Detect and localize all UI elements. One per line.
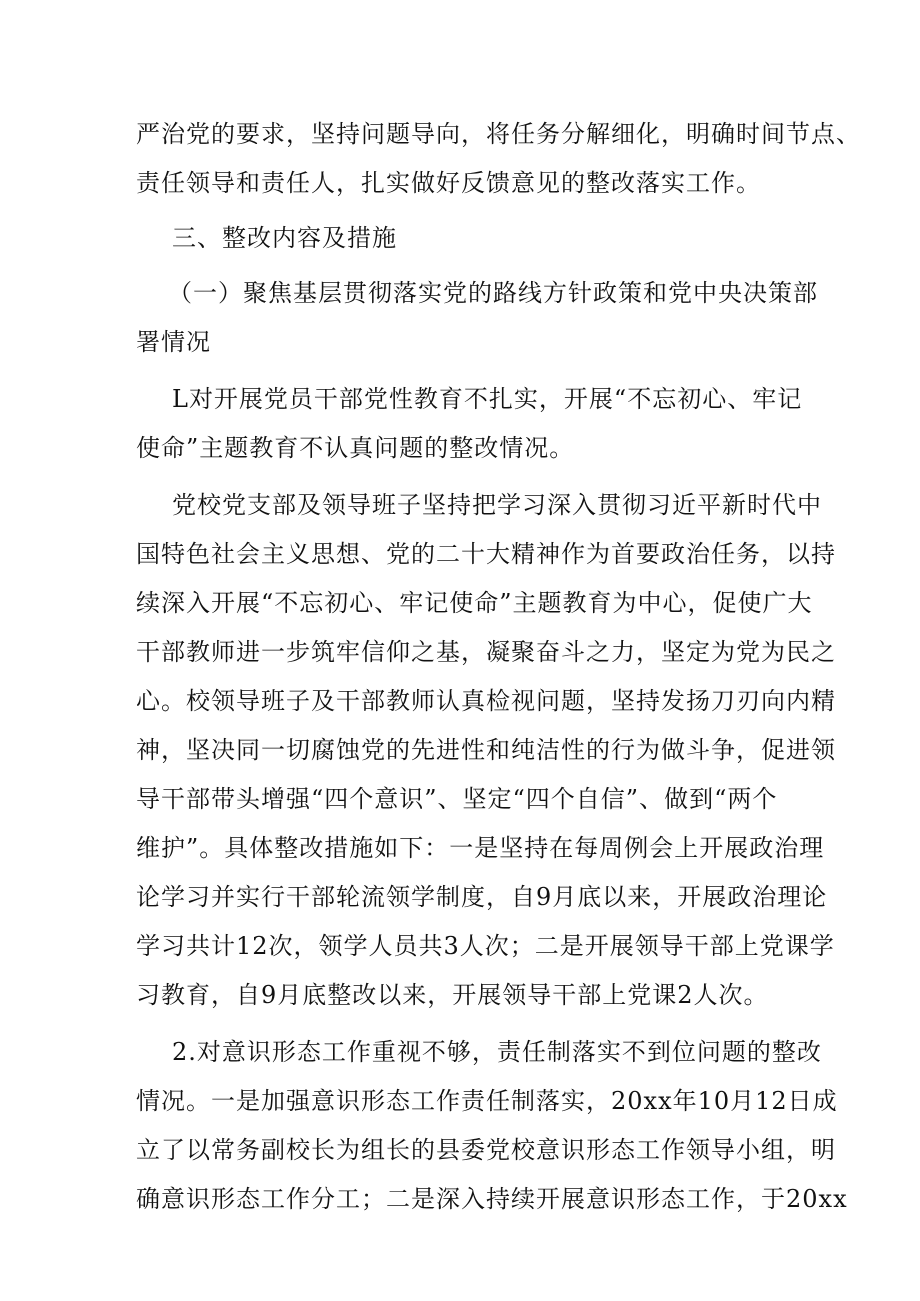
- paragraph-line-9: 论学习并实行干部轮流领学制度，自9月底以来，开展政治理论: [136, 883, 828, 911]
- item-2-line-2: 情况。一是加强意识形态工作责任制落实，20xx年10月12日成: [136, 1087, 838, 1115]
- item-2-line-4: 确意识形态工作分工；二是深入持续开展意识形态工作，于20xx: [136, 1185, 848, 1213]
- paragraph-line-8: 维护”。具体整改措施如下：一是坚持在每周例会上开展政治理: [136, 834, 825, 862]
- item-1-heading-line-1: L对开展党员干部党性教育不扎实，开展“不忘初心、牢记: [172, 385, 803, 413]
- document-body: [136, 110, 861, 1224]
- paragraph-line-11: 习教育，自9月底整改以来，开展领导干部上党课2人次。: [136, 981, 769, 1009]
- text-line-1: 严治党的要求，坚持问题导向，将任务分解细化，明确时间节点、: [136, 120, 861, 148]
- paragraph-line-3: 续深入开展“不忘初心、牢记使命”主题教育为中心，促使广大: [136, 589, 813, 617]
- item-1-heading-line-2: 使命”主题教育不认真问题的整改情况。: [136, 434, 575, 462]
- paragraph-line-2: 国特色社会主义思想、党的二十大精神作为首要政治任务，以持: [136, 540, 836, 568]
- item-2-line-1: 2.对意识形态工作重视不够，责任制落实不到位问题的整改: [172, 1038, 822, 1066]
- paragraph-line-5: 心。校领导班子及干部教师认真检视问题，坚持发扬刀刃向内精: [136, 687, 836, 715]
- subsection-heading-line-1: （一）聚焦基层贯彻落实党的路线方针政策和党中央决策部: [168, 279, 818, 307]
- text-line-2: 责任领导和责任人，扎实做好反馈意见的整改落实工作。: [136, 169, 761, 197]
- section-heading: 三、整改内容及措施: [172, 224, 397, 252]
- subsection-heading-line-2: 署情况: [136, 328, 211, 356]
- item-2-line-3: 立了以常务副校长为组长的县委党校意识形态工作领导小组，明: [136, 1136, 836, 1164]
- paragraph-line-7: 导干部带头增强“四个意识”、坚定“四个自信”、做到“两个: [136, 785, 778, 813]
- paragraph-line-4: 干部教师进一步筑牢信仰之基，凝聚奋斗之力，坚定为党为民之: [136, 638, 836, 666]
- paragraph-line-10: 学习共计12次，领学人员共3人次；二是开展领导干部上党课学: [136, 932, 835, 960]
- paragraph-line-6: 神，坚决同一切腐蚀党的先进性和纯洁性的行为做斗争，促进领: [136, 736, 836, 764]
- paragraph-line-1: 党校党支部及领导班子坚持把学习深入贯彻习近平新时代中: [172, 491, 822, 519]
